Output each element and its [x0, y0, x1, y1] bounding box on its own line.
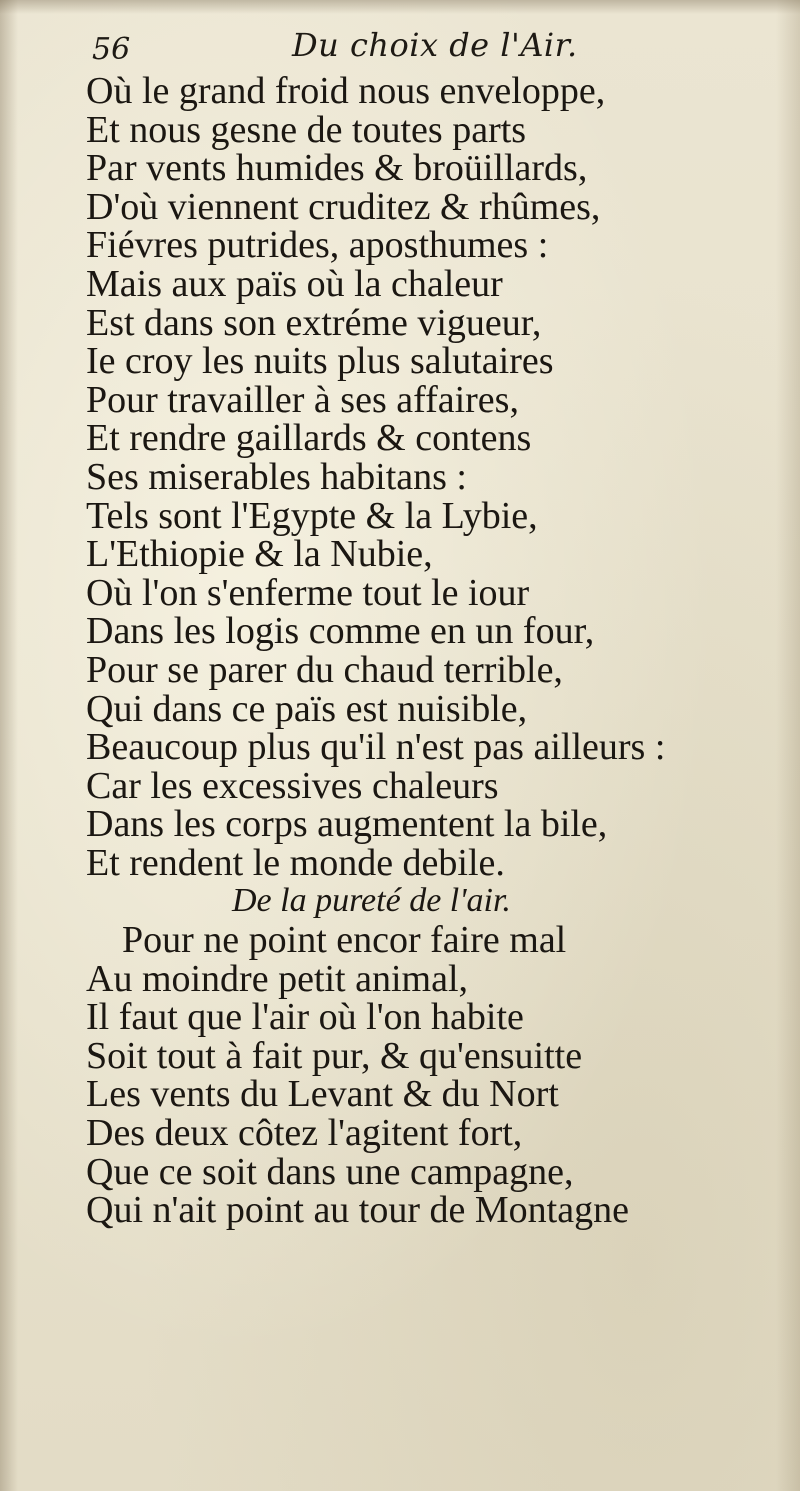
running-head: Du choix de l'Air.	[292, 26, 578, 64]
verse-line: Pour travailler à ses affaires,	[86, 378, 519, 421]
verse-line: Où le grand froid nous enveloppe,	[86, 70, 606, 112]
verse-line: Mais aux païs où la chaleur	[86, 262, 503, 305]
verse-line: Beaucoup plus qu'il n'est pas ailleurs :	[86, 726, 666, 769]
verse-line: Des deux côtez l'agitent fort,	[86, 1112, 523, 1155]
verse-line: Et rendent le monde debile.	[86, 841, 505, 884]
verse-line: Et nous gesne de toutes parts	[86, 108, 527, 151]
verse-line: Fiévres putrides, aposthumes :	[86, 224, 549, 267]
verse-line: Et rendre gaillards & contens	[86, 417, 532, 460]
page-header	[92, 26, 732, 70]
page-top-shadow	[0, 0, 800, 14]
verse-line: Ie croy les nuits plus salutaires	[86, 340, 554, 383]
verse-line: Qui dans ce païs est nuisible,	[86, 687, 528, 730]
page-right-edge	[776, 0, 800, 1491]
verse-line: Qui n'ait point au tour de Montagne	[86, 1189, 629, 1232]
verse-line: Il faut que l'air où l'on habite	[86, 996, 524, 1039]
page-gutter-shadow	[0, 0, 18, 1491]
verse-line: Où l'on s'enferme tout le iour	[86, 571, 530, 614]
verse-line: Est dans son extréme vigueur,	[86, 301, 542, 344]
poem-text	[86, 72, 746, 1230]
verse-line: Dans les logis comme en un four,	[86, 610, 595, 653]
verse-line: L'Ethiopie & la Nubie,	[86, 533, 433, 576]
verse-line: Par vents humides & broüillards,	[86, 147, 588, 190]
verse-line: Pour se parer du chaud terrible,	[86, 648, 563, 691]
verse-line: Au moindre petit animal,	[86, 957, 469, 1000]
page-number: 56	[92, 32, 131, 67]
verse-line: Que ce soit dans une campagne,	[86, 1150, 574, 1193]
verse-line: Les vents du Levant & du Nort	[86, 1073, 559, 1116]
verse-line: Car les excessives chaleurs	[86, 764, 499, 807]
verse-line: Dans les corps augmentent la bile,	[86, 803, 608, 846]
verse-line: D'où viennent cruditez & rhûmes,	[86, 185, 601, 228]
verse-line: Pour ne point encor faire mal	[122, 919, 567, 962]
verse-line: Soit tout à fait pur, & qu'ensuitte	[86, 1034, 583, 1077]
verse-line: Tels sont l'Egypte & la Lybie,	[86, 494, 538, 537]
verse-line: Ses miserables habitans :	[86, 455, 467, 498]
section-title: De la pureté de l'air.	[232, 882, 511, 920]
